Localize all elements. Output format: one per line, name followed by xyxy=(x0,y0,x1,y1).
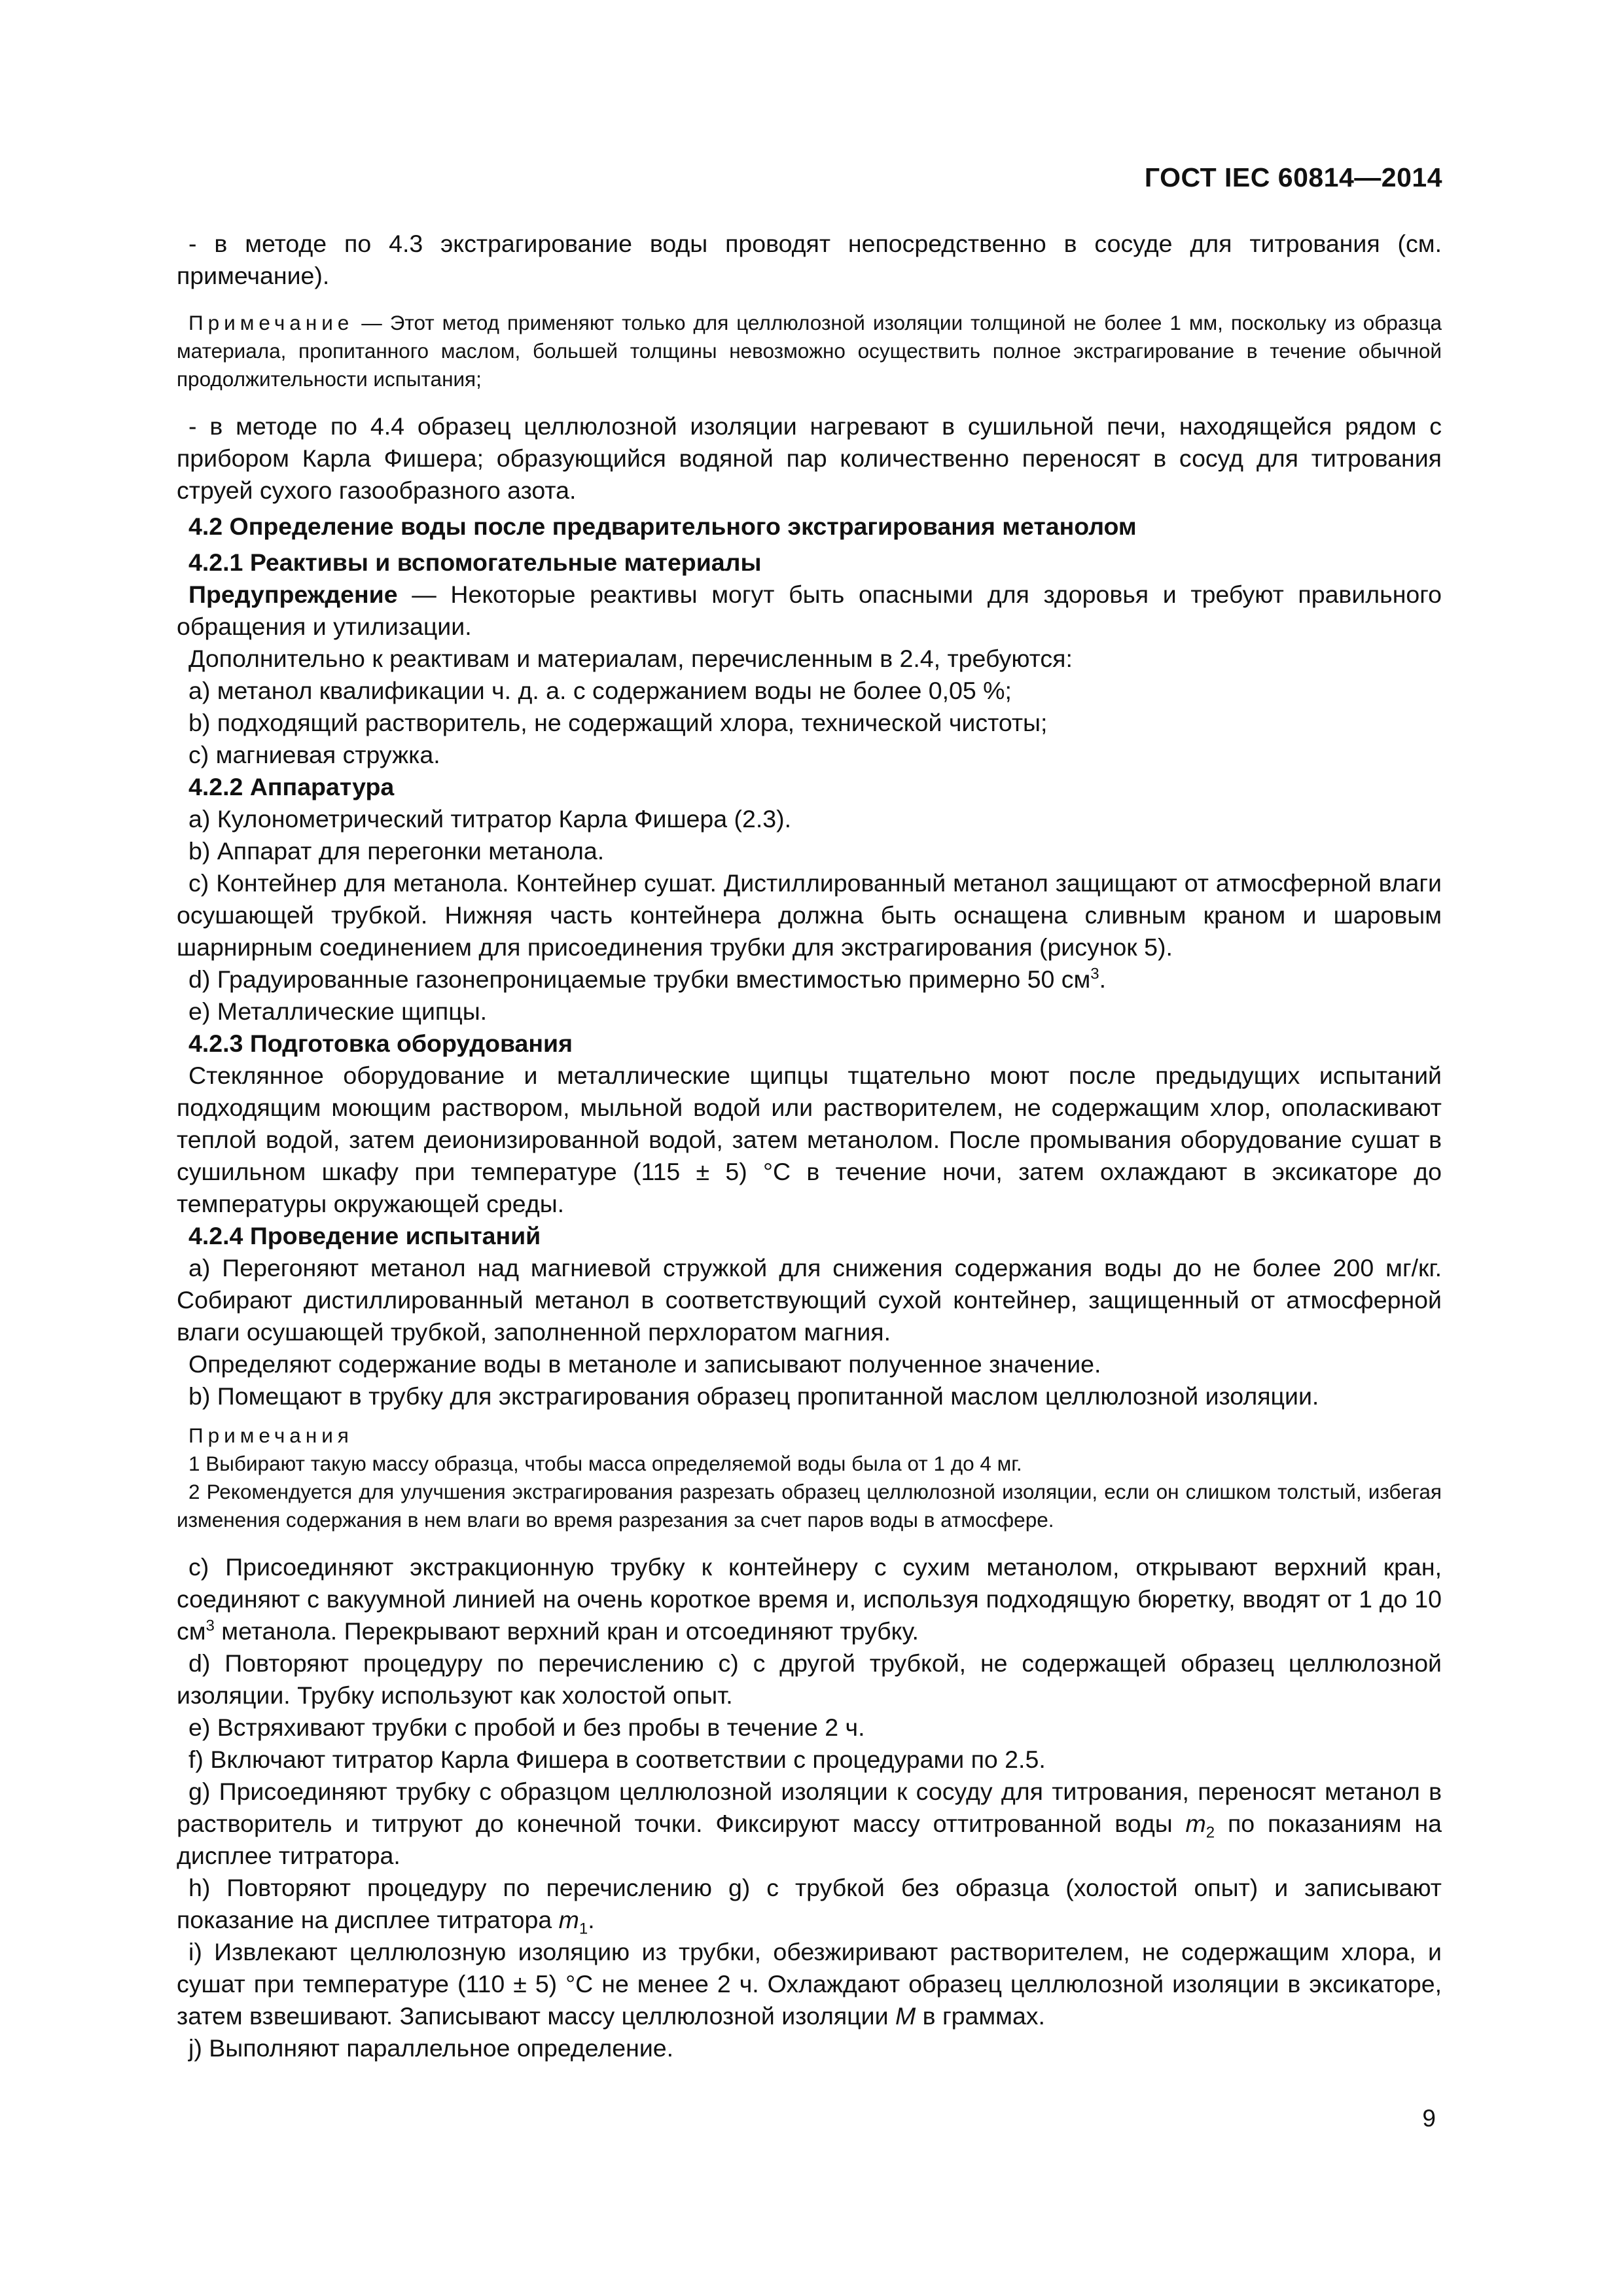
apparatus-item-c: c) Контейнер для метанола. Контейнер сушат. Дистиллированный метанол защищают от атмосферной влаги осушающей трубкой. Нижняя часть контейнера должна быть оснащена сливным краном и шаровым шарнирным соединением для присоединения трубки для экстрагирования (рисунок 5). xyxy=(177,869,1442,961)
procedure-item-c-sup: 3 xyxy=(205,1617,215,1635)
apparatus-item-a: a) Кулонометрический титратор Карла Фишера (2.3). xyxy=(188,805,792,833)
method-43-paragraph: - в методе по 4.3 экстрагирование воды проводят непосредственно в сосуде для титрования (см. примечание). xyxy=(177,230,1442,289)
section-4-2-4-heading: 4.2.4 Проведение испытаний xyxy=(188,1222,541,1249)
procedure-item-i-text: i) Извлекают целлюлозную изоляцию из трубки, обезжиривают растворителем, не содержащим хлора, и сушат при температуре (110 ± 5) °С не менее 2 ч. Охлаждают образец целлюлозной изоляции в эксикаторе, затем взвешивают. Записывают массу целлюлозной изоляции xyxy=(177,1938,1442,2030)
apparatus-item-d xyxy=(177,963,1442,996)
procedure-item-g-sub: 2 xyxy=(1205,1823,1215,1842)
procedure-item-h-var: m xyxy=(558,1906,579,1933)
procedure-item-h-end: . xyxy=(588,1906,595,1933)
procedure-item-c-text: c) Присоединяют экстракционную трубку к контейнеру с сухим метанолом, открывают верхний кран, соединяют с вакуумной линией на очень короткое время и, используя подходящую бюретку, вводят от 1 до 10 см xyxy=(177,1553,1442,1645)
procedure-item-c-end: метанола. Перекрывают верхний кран и отсоединяют трубку. xyxy=(214,1617,919,1645)
procedure-item-e: e) Встряхивают трубки с пробой и без пробы в течение 2 ч. xyxy=(188,1713,865,1741)
procedure-item-g-text: g) Присоединяют трубку с образцом целлюлозной изоляции к сосуду для титрования, переносят метанол в растворитель и титруют до конечной точки. Фиксируют массу оттитрованной воды xyxy=(177,1778,1442,1837)
procedure-item-d: d) Повторяют процедуру по перечислению с) с другой трубкой, не содержащей образец целлюлозной изоляции. Трубку используют как холостой опыт. xyxy=(177,1649,1442,1709)
apparatus-item-d-end: . xyxy=(1099,965,1107,993)
section-4-2-3-heading: 4.2.3 Подготовка оборудования xyxy=(188,1030,573,1057)
procedure-item-h-sub: 1 xyxy=(579,1920,588,1938)
procedure-item-g-end: по показаниям на дисплее титратора. xyxy=(177,1810,1442,1869)
procedure-item-i-end: в граммах. xyxy=(916,2002,1045,2030)
procedure-item-h-text: h) Повторяют процедуру по перечислению g) с трубкой без образца (холостой опыт) и записывают показание на дисплее титратора xyxy=(177,1874,1442,1933)
section-4-2-2-heading: 4.2.2 Аппаратура xyxy=(188,773,395,800)
reagent-item-b: b) подходящий растворитель, не содержащий хлора, технической чистоты; xyxy=(188,709,1048,736)
procedure-item-a-continued: Определяют содержание воды в метаноле и записывают полученное значение. xyxy=(188,1350,1101,1378)
note-label: Примечание xyxy=(188,311,354,334)
procedure-item-a: a) Перегоняют метанол над магниевой стружкой для снижения содержания воды до не более 200 мг/кг. Собирают дистиллированный метанол в соответствующий сухой контейнер, защищенный от атмосферной влаги осушающей трубкой, заполненной перхлоратом магния. xyxy=(177,1254,1442,1346)
procedure-item-h xyxy=(177,1872,1442,1936)
procedure-item-f: f) Включают титратор Карла Фишера в соответствии с процедурами по 2.5. xyxy=(188,1746,1046,1773)
procedure-item-g xyxy=(177,1776,1442,1872)
procedure-item-i xyxy=(177,1936,1442,2032)
warning-text: — Некоторые реактивы могут быть опасными для здоровья и требуют правильного обращения и утилизации. xyxy=(177,581,1442,640)
warning-paragraph xyxy=(177,579,1442,643)
document-standard-id: ГОСТ IEC 60814—2014 xyxy=(1144,162,1442,192)
apparatus-item-b: b) Аппарат для перегонки метанола. xyxy=(188,837,605,865)
procedure-item-b: b) Помещают в трубку для экстрагирования образец пропитанной маслом целлюлозной изоляции. xyxy=(188,1382,1319,1410)
procedure-item-i-var: M xyxy=(895,2002,916,2030)
section-4-2-heading: 4.2 Определение воды после предварительного экстрагирования метанолом xyxy=(188,512,1137,540)
warning-label: Предупреждение xyxy=(188,581,398,608)
page-number: 9 xyxy=(1422,2105,1436,2132)
equipment-prep-paragraph: Стеклянное оборудование и металлические щипцы тщательно моют после предыдущих испытаний подходящим моющим раствором, мыльной водой или растворителем, не содержащим хлор, ополаскивают теплой водой, затем деионизированной водой, затем метанолом. После промывания оборудование сушат в сушильном шкафу при температуре (115 ± 5) °С в течение ночи, затем охлаждают в эксикаторе до температуры окружающей среды. xyxy=(177,1062,1442,1217)
section-4-2-1-heading: 4.2.1 Реактивы и вспомогательные материалы xyxy=(188,548,762,576)
reagent-item-a: a) метанол квалификации ч. д. а. с содержанием воды не более 0,05 %; xyxy=(188,677,1012,704)
note-1: 1 Выбирают такую массу образца, чтобы масса определяемой воды была от 1 до 4 мг. xyxy=(188,1452,1022,1475)
procedure-item-g-var: m xyxy=(1185,1810,1206,1837)
procedure-item-c xyxy=(177,1551,1442,1647)
apparatus-item-d-text: d) Градуированные газонепроницаемые трубки вместимостью примерно 50 см xyxy=(188,965,1091,993)
reagent-item-c: c) магниевая стружка. xyxy=(188,741,440,768)
note-text: — Этот метод применяют только для целлюлозной изоляции толщиной не более 1 мм, поскольку из образца материала, пропитанного маслом, большей толщины невозможно осуществить полное экстрагирование в течение обычной продолжительности испытания; xyxy=(177,311,1442,391)
procedure-item-j: j) Выполняют параллельное определение. xyxy=(188,2034,674,2062)
document-body xyxy=(177,228,1442,2064)
notes-label: Примечания xyxy=(188,1424,353,1447)
reagents-intro: Дополнительно к реактивам и материалам, перечисленным в 2.4, требуются: xyxy=(188,645,1073,672)
apparatus-item-d-sup: 3 xyxy=(1090,965,1099,983)
note-2: 2 Рекомендуется для улучшения экстрагирования разрезать образец целлюлозной изоляции, если он слишком толстый, избегая изменения содержания в нем влаги во время разрезания за счет паров воды в атмосфере. xyxy=(177,1480,1442,1532)
method-44-paragraph: - в методе по 4.4 образец целлюлозной изоляции нагревают в сушильной печи, находящейся рядом с прибором Карла Фишера; образующийся водяной пар количественно переносят в сосуд для титрования струей сухого газообразного азота. xyxy=(177,412,1442,504)
apparatus-item-e: e) Металлические щипцы. xyxy=(188,997,488,1025)
note-paragraph xyxy=(177,309,1442,393)
